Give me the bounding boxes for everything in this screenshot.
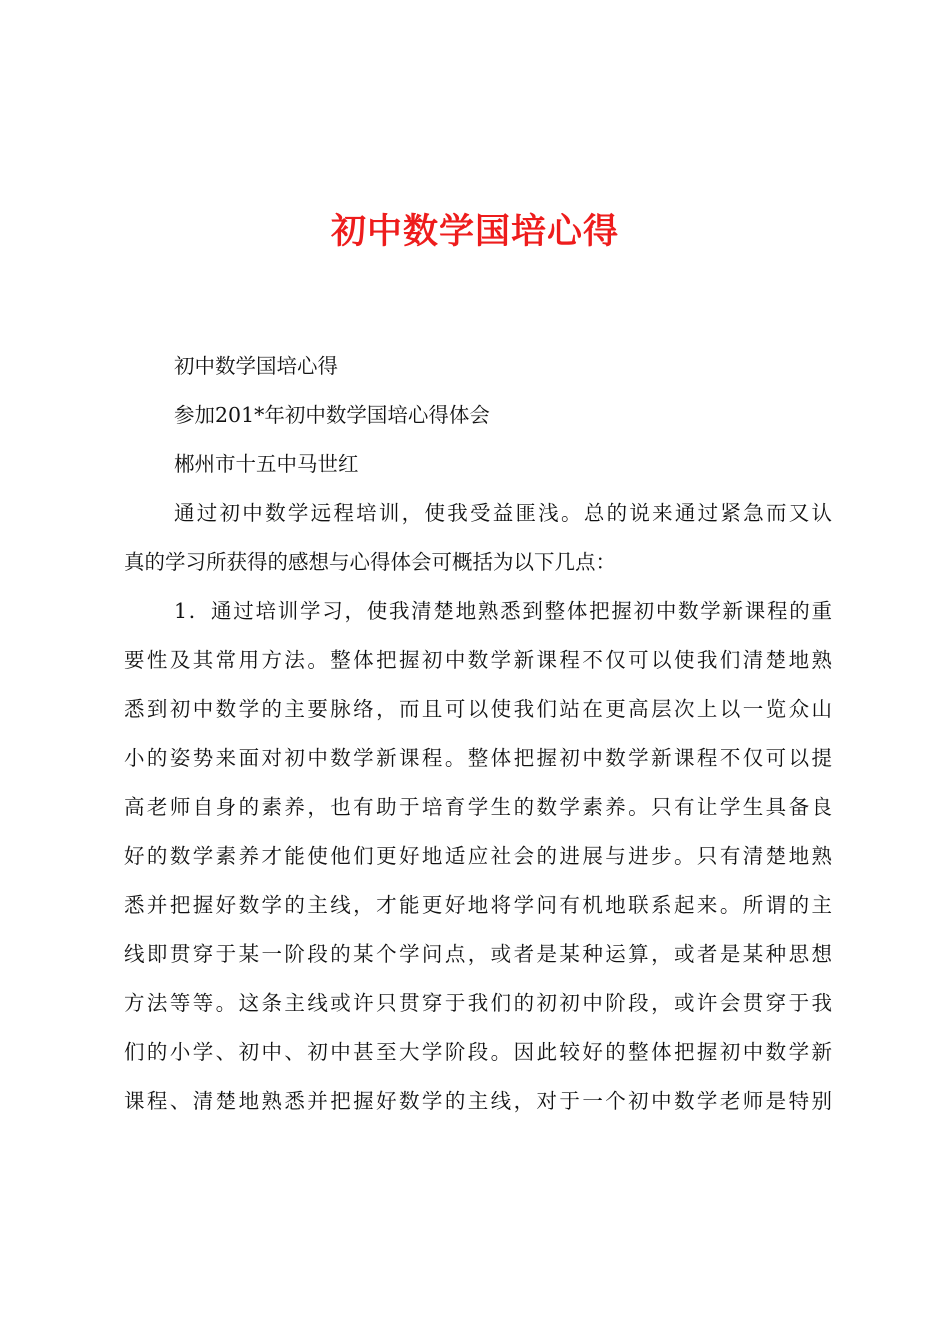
paragraph-line: 要性及其常用方法。整体把握初中数学新课程不仅可以使我们清楚地熟 [124,648,832,672]
paragraph-line: 真的学习所获得的感想与心得体会可概括为以下几点： [124,550,616,574]
paragraph-line: 好的数学素养才能使他们更好地适应社会的进展与进步。只有清楚地熟 [124,844,832,868]
paragraph-line: 小的姿势来面对初中数学新课程。整体把握初中数学新课程不仅可以提 [124,746,832,770]
paragraph-line: 悉到初中数学的主要脉络，而且可以使我们站在更高层次上以一览众山 [124,697,832,721]
paragraph-line: 课程、清楚地熟悉并把握好数学的主线，对于一个初中数学老师是特别 [124,1089,832,1113]
event-line: 参加201*年初中数学国培心得体会 [174,403,490,427]
document-body [124,342,832,1126]
subtitle-line: 初中数学国培心得 [174,354,338,378]
paragraph-line: 通过初中数学远程培训，使我受益匪浅。总的说来通过紧急而又认 [174,501,832,525]
paragraph-line: 1．通过培训学习，使我清楚地熟悉到整体把握初中数学新课程的重 [174,599,832,623]
author-line: 郴州市十五中马世红 [174,452,359,476]
paragraph-line: 线即贯穿于某一阶段的某个学问点，或者是某种运算，或者是某种思想 [124,942,832,966]
document-title: 初中数学国培心得 [330,211,619,252]
paragraph-line: 高老师自身的素养，也有助于培育学生的数学素养。只有让学生具备良 [124,795,832,819]
paragraph-line: 方法等等。这条主线或许只贯穿于我们的初初中阶段，或许会贯穿于我 [124,991,832,1015]
paragraph-line: 悉并把握好数学的主线，才能更好地将学问有机地联系起来。所谓的主 [124,893,832,917]
paragraph-line: 们的小学、初中、初中甚至大学阶段。因此较好的整体把握初中数学新 [124,1040,832,1064]
